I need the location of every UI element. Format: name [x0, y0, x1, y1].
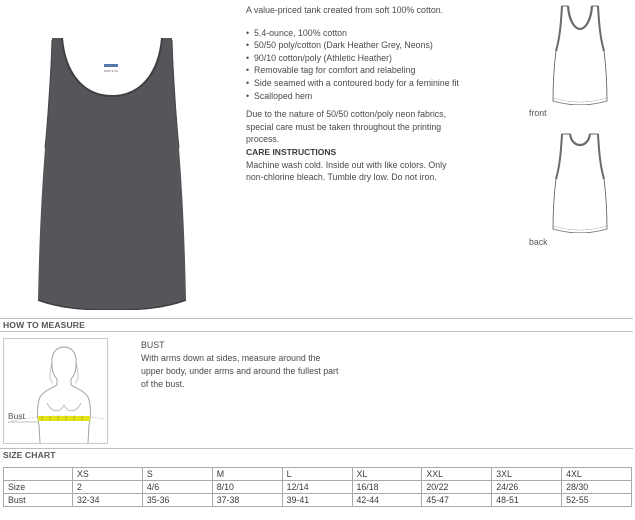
table-cell: 20/22: [422, 481, 492, 494]
printing-note: Due to the nature of 50/50 cotton/poly neon fabrics, special care must be taken throughout the printing process.: [246, 109, 447, 145]
table-row: [4, 494, 632, 507]
table-cell: 48-51: [492, 494, 562, 507]
table-cell: 28/30: [562, 481, 632, 494]
divider: [0, 448, 633, 449]
table-cell: 39-41: [282, 494, 352, 507]
size-header: M: [212, 468, 282, 481]
table-cell: 8/10: [212, 481, 282, 494]
how-to-measure-title: HOW TO MEASURE: [3, 320, 85, 330]
feature-item: • 5.4-ounce, 100% cotton: [246, 27, 461, 40]
bust-instructions: With arms down at sides, measure around the upper body, under arms and around the fullest part of the bust.: [141, 353, 339, 390]
size-header: XL: [352, 468, 422, 481]
product-photo: [25, 38, 200, 310]
bust-title: BUST: [141, 340, 165, 350]
table-cell: 12/14: [282, 481, 352, 494]
care-text: Machine wash cold. Inside out with like colors. Only non-chlorine bleach. Tumble dry low. Do not iron.: [246, 159, 447, 183]
size-header: XS: [73, 468, 143, 481]
divider: [0, 318, 633, 319]
row-label: Size: [4, 481, 73, 494]
size-chart-title: SIZE CHART: [3, 450, 56, 460]
tank-body: [38, 38, 186, 310]
feature-item: • Side seamed with a contoured body for a feminine fit: [246, 77, 461, 90]
table-cell: 37-38: [212, 494, 282, 507]
table-cell: 24/26: [492, 481, 562, 494]
size-header: L: [282, 468, 352, 481]
size-header: XXL: [422, 468, 492, 481]
table-cell: 2: [73, 481, 143, 494]
table-header-row: [4, 468, 632, 481]
table-cell: 35-36: [142, 494, 212, 507]
feature-item: • Scalloped hem: [246, 90, 461, 103]
feature-item: • Removable tag for comfort and relabeling: [246, 64, 461, 77]
table-cell: 42-44: [352, 494, 422, 507]
table-cell: 45-47: [422, 494, 492, 507]
size-header: 3XL: [492, 468, 562, 481]
size-header: S: [142, 468, 212, 481]
product-intro: A value-priced tank created from soft 100% cotton.: [246, 5, 444, 15]
table-corner-cell: [4, 468, 73, 481]
diagram-bust-label: Bust: [8, 411, 26, 421]
care-title: CARE INSTRUCTIONS: [246, 146, 337, 157]
size-chart-table: [3, 467, 632, 507]
size-header: 4XL: [562, 468, 632, 481]
back-flat-sketch: [548, 133, 612, 233]
divider: [0, 331, 633, 332]
row-label: Bust: [4, 494, 73, 507]
table-cell: 32-34: [73, 494, 143, 507]
feature-list: [246, 27, 461, 103]
table-row: [4, 481, 632, 494]
front-flat-sketch: [548, 5, 612, 105]
table-cell: 52-55: [562, 494, 632, 507]
feature-item: • 50/50 poly/cotton (Dark Heather Grey, Neons): [246, 39, 461, 52]
table-cell: 4/6: [142, 481, 212, 494]
bust-figure-illustration: [4, 339, 107, 443]
feature-item: • 90/10 cotton/poly (Athletic Heather): [246, 52, 461, 65]
measure-diagram: [3, 338, 108, 444]
front-label: front: [529, 108, 547, 118]
tag-logo-text: PORT & CO: [103, 70, 119, 73]
back-label: back: [529, 237, 548, 247]
table-cell: 16/18: [352, 481, 422, 494]
product-description: [246, 4, 461, 184]
